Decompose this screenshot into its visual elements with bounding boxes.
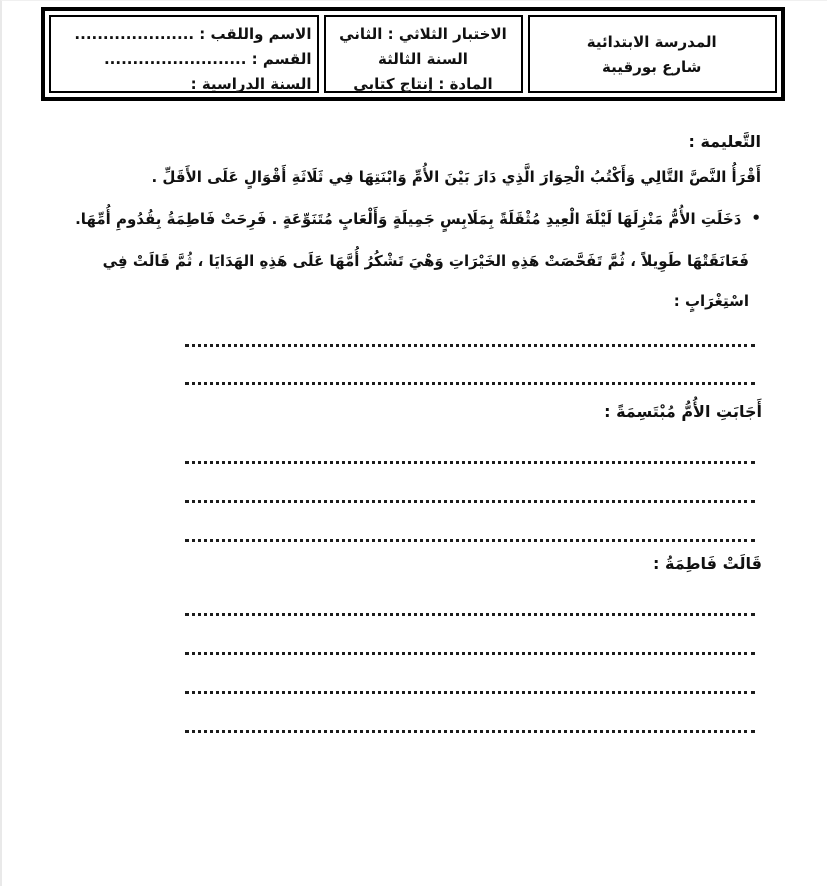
passage-line-1 — [75, 210, 761, 228]
passage-text-1: دَخَلَتِ الأُمُّ مَنْزِلَهَا لَيْلَةَ الْعِيدِ مُثْقَلَةً بِمَلَابِسٍ جَمِيلَةٍ وَأَلْعَابٍ مُتَنَوِّعَةٍ . فَرِحَتْ فَاطِمَةُ بِقُدُومِ أُمِّهَا. — [75, 210, 742, 228]
bullet-icon: • — [751, 209, 761, 227]
exam-grade: السنة الثالثة — [378, 50, 468, 68]
mother-speaker-label: أَجَابَتِ الأُمُّ مُبْتَسِمَةً : — [604, 402, 762, 421]
exam-info-cell — [324, 15, 523, 93]
student-class-field: القسم : ......................... — [103, 50, 312, 68]
student-year-field: السنة الدراسية : — [190, 75, 312, 93]
fatima-speaker-label: قَالَتْ فَاطِمَةُ : — [653, 554, 762, 573]
answer-line — [185, 309, 755, 347]
school-name: المدرسة الابتدائية — [586, 33, 717, 51]
student-name-field: الاسم واللقب : ..................... — [74, 25, 312, 43]
answer-line — [185, 655, 755, 694]
exam-term: الاختبار الثلاثي : الثاني — [339, 25, 507, 43]
passage-line-3: اسْتِغْرَابٍ : — [673, 292, 749, 310]
exam-subject: المادة : إنتاج كتابي — [353, 75, 493, 93]
answer-line — [185, 464, 755, 503]
instruction-text: أَقْرَأُ النَّصَّ التَّالِي وَأَكْتُبُ الْحِوَارَ الَّذِي دَارَ بَيْنَ الأُمِّ وَابْنَتِهَا فِي ثَلَاثَةِ أَقْوَالٍ عَلَى الأَقَلِّ . — [151, 168, 761, 186]
header-table — [41, 7, 785, 101]
answer-line — [185, 616, 755, 655]
instruction-heading: التَّعليمة : — [688, 132, 761, 151]
answer-line — [185, 577, 755, 616]
answer-block-fatima-question — [185, 309, 755, 385]
answer-line — [185, 503, 755, 542]
passage-line-2: فَعَانَقَتْهَا طَوِيلاً ، ثُمَّ تَفَحَّصَتْ هَذِهِ الخَيْرَاتِ وَهْيَ تَشْكُرُ أُمَّهَا عَلَى هَذِهِ الهَدَايَا ، ثُمَّ قَالَتْ فِي — [102, 252, 749, 270]
school-info-cell — [528, 15, 777, 93]
answer-block-fatima-reply — [185, 577, 755, 733]
answer-line — [185, 347, 755, 385]
answer-line — [185, 694, 755, 733]
school-address: شارع بورقيبة — [602, 58, 702, 76]
answer-block-mother-reply — [185, 425, 755, 542]
answer-line — [185, 425, 755, 464]
student-info-cell — [49, 15, 319, 93]
